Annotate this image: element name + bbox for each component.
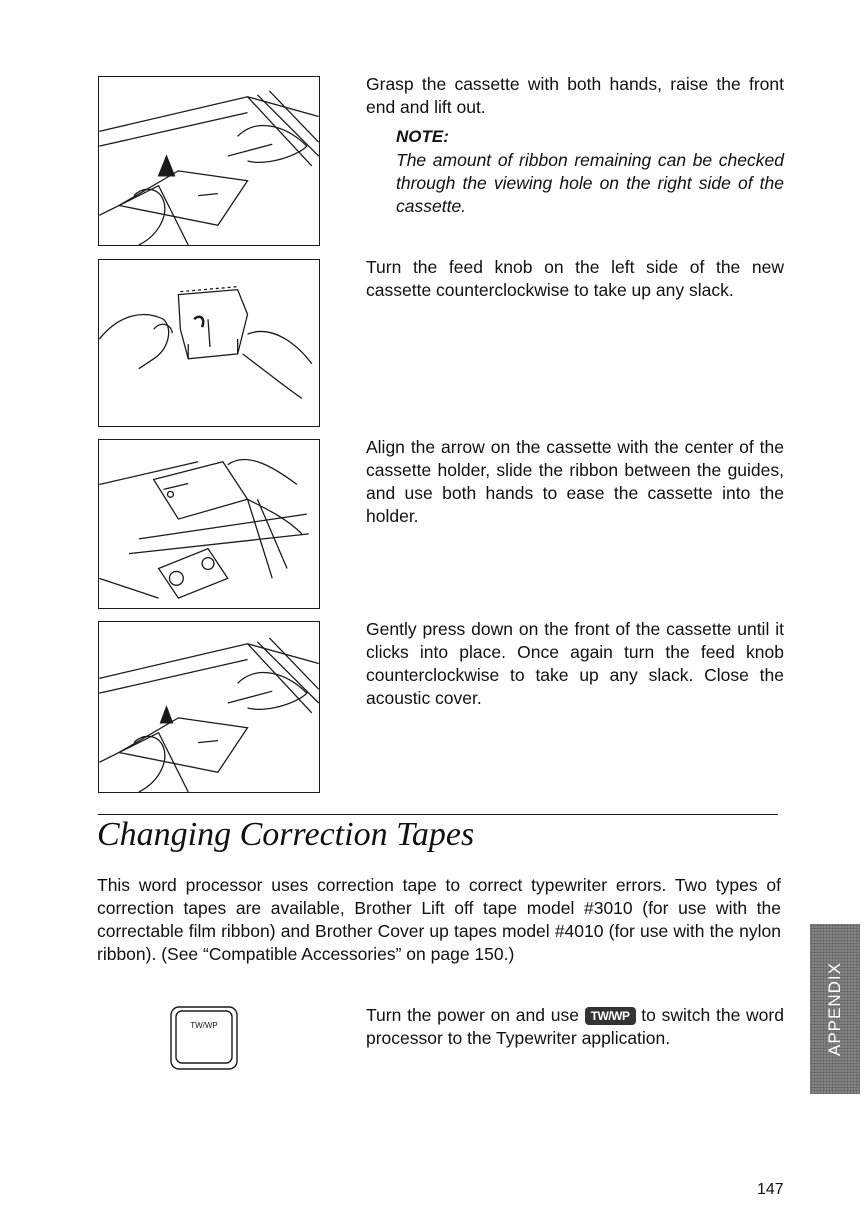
appendix-tab-label: APPENDIX bbox=[825, 962, 844, 1056]
step-3-text: Align the arrow on the cassette with the center of the cassette holder, slide the ribbon between the guides, and use both hands to ease the cassette into the holder. bbox=[366, 437, 784, 526]
step-power-on-after: to switch the word processor to the Typewriter application. bbox=[366, 1005, 784, 1048]
step-power-on-before: Turn the power on and use bbox=[366, 1005, 579, 1025]
tw-wp-key-caption: TW/WP bbox=[190, 1021, 218, 1030]
appendix-tab bbox=[810, 924, 860, 1094]
step-4-text: Gently press down on the front of the cassette until it clicks into place. Once again turn the feed knob counterclockwise to take up any slack. Close the acoustic cover. bbox=[366, 619, 784, 708]
section-title: Changing Correction Tapes bbox=[97, 816, 475, 853]
note-block bbox=[396, 127, 784, 218]
note-label: NOTE: bbox=[396, 127, 449, 146]
page-number: 147 bbox=[757, 1181, 784, 1198]
note-text: The amount of ribbon remaining can be checked through the viewing hole on the right side of the cassette. bbox=[396, 150, 784, 216]
step-power-on bbox=[366, 1004, 784, 1050]
figure-insert-cassette bbox=[98, 439, 320, 609]
section-divider bbox=[98, 814, 778, 815]
figure-lift-cassette bbox=[98, 76, 320, 246]
tw-wp-key-illustration bbox=[170, 1006, 238, 1070]
figure-turn-feed-knob bbox=[98, 259, 320, 427]
section-intro: This word processor uses correction tape to correct typewriter errors. Two types of correction tapes are available, Brother Lift off tape model #3010 (for use with the correctable film ribbon) and Brother Cover up tapes model #4010 (for use with the nylon ribbon). (See “Compatible Accessories” on page 150.) bbox=[97, 875, 781, 964]
step-1-text: Grasp the cassette with both hands, raise the front end and lift out. bbox=[366, 74, 784, 117]
figure-press-cassette bbox=[98, 621, 320, 793]
tw-wp-key-icon: TW/WP bbox=[585, 1007, 636, 1025]
step-2-text: Turn the feed knob on the left side of the new cassette counterclockwise to take up any slack. bbox=[366, 257, 784, 300]
